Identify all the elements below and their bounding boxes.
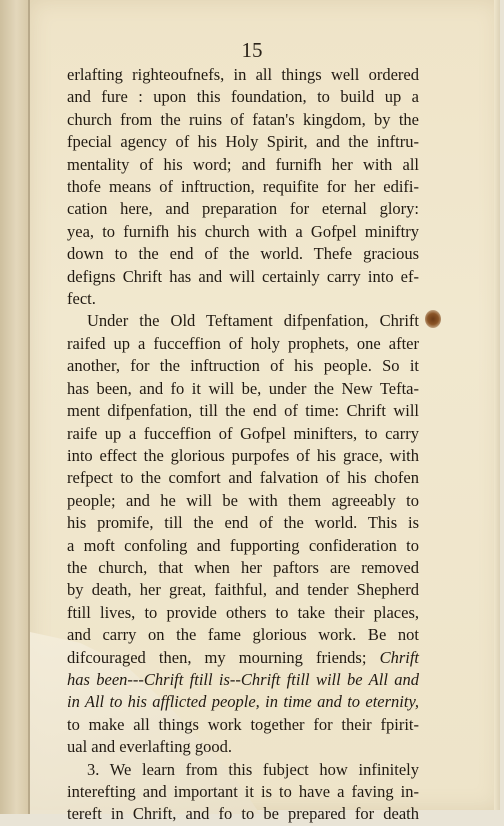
- closing-lines: [67, 736, 419, 826]
- text-line: has been, and fo it will be, under the New Tefta-: [67, 378, 419, 398]
- text-line: by death, her great, faithful, and tender Shepherd: [67, 580, 419, 600]
- text-line: refpect to the comfort and falvation of his chofen: [67, 468, 419, 488]
- text-line: thofe means of inftruction, requifite for her edifi-: [67, 177, 419, 197]
- book-spine: [0, 0, 30, 814]
- text-line: the church, that when her paftors are removed: [67, 557, 419, 577]
- text-line: interefting and important it is to have a faving in-: [67, 782, 419, 801]
- main-lines: [67, 64, 419, 647]
- text-line-mixed: difcouraged then, my mourning friends; Chrift: [67, 647, 420, 667]
- body-text: [67, 64, 419, 826]
- italic-lines: [67, 669, 419, 714]
- text-line: mentality of his word; and furnifh her with all: [67, 154, 419, 174]
- text-line: ual and everlafting good.: [67, 737, 232, 757]
- ink-stain: [425, 310, 441, 328]
- text-line: fpecial agency of his Holy Spirit, and the inftru-: [67, 132, 419, 152]
- text-line: cation here, and preparation for eternal glory:: [67, 199, 419, 219]
- text-line: erlafting righteoufnefs, in all things well ordered: [67, 65, 419, 84]
- text-line-mixed-2: to make all things work together for their fpirit-: [67, 714, 419, 734]
- text-line: defigns Chrift has and will certainly carry into ef-: [67, 266, 419, 286]
- text-line: fect.: [67, 289, 96, 309]
- text-line: Under the Old Teftament difpenfation, Chrift: [87, 311, 419, 331]
- text-line: and carry on the fame glorious work. Be not: [67, 625, 419, 645]
- text-line: tereft in Chrift, and fo to be prepared for death: [67, 804, 419, 824]
- text-line: raife up a fucceffion of Gofpel minifters, to carry: [67, 423, 419, 443]
- text-line: another, for the inftruction of his people. So it: [67, 356, 419, 376]
- page-edge: [494, 0, 500, 810]
- text-line: into effect the glorious purpofes of his grace, with: [67, 445, 419, 465]
- page-number: 15: [241, 38, 263, 62]
- text-line: ftill lives, to provide others to take their places,: [67, 602, 419, 622]
- text-line: down to the end of the world. Thefe gracious: [67, 244, 419, 264]
- text-line: people; and he will be with them agreeably to: [67, 490, 419, 510]
- text-line: raifed up a fucceffion of holy prophets, one after: [67, 333, 419, 353]
- text-line: church from the ruins of fatan's kingdom, by the: [67, 109, 419, 129]
- text-line: in All to his afflicted people, in time and to eternity,: [67, 692, 419, 712]
- text-line: and fure : upon this foundation, to build up a: [67, 87, 419, 107]
- text-line: ment difpenfation, till the end of time: Chrift will: [67, 401, 419, 421]
- text-line: 3. We learn from this fubject how infinitely: [87, 759, 419, 779]
- text-line: a moft confoling and fupporting confideration to: [67, 535, 419, 555]
- text-line: has been---Chrift ftill is--Chrift ftill will be All and: [67, 669, 419, 689]
- text-line: yea, to furnifh his church with a Gofpel miniftry: [67, 221, 419, 241]
- text-line: his promife, till the end of the world. This is: [67, 513, 419, 533]
